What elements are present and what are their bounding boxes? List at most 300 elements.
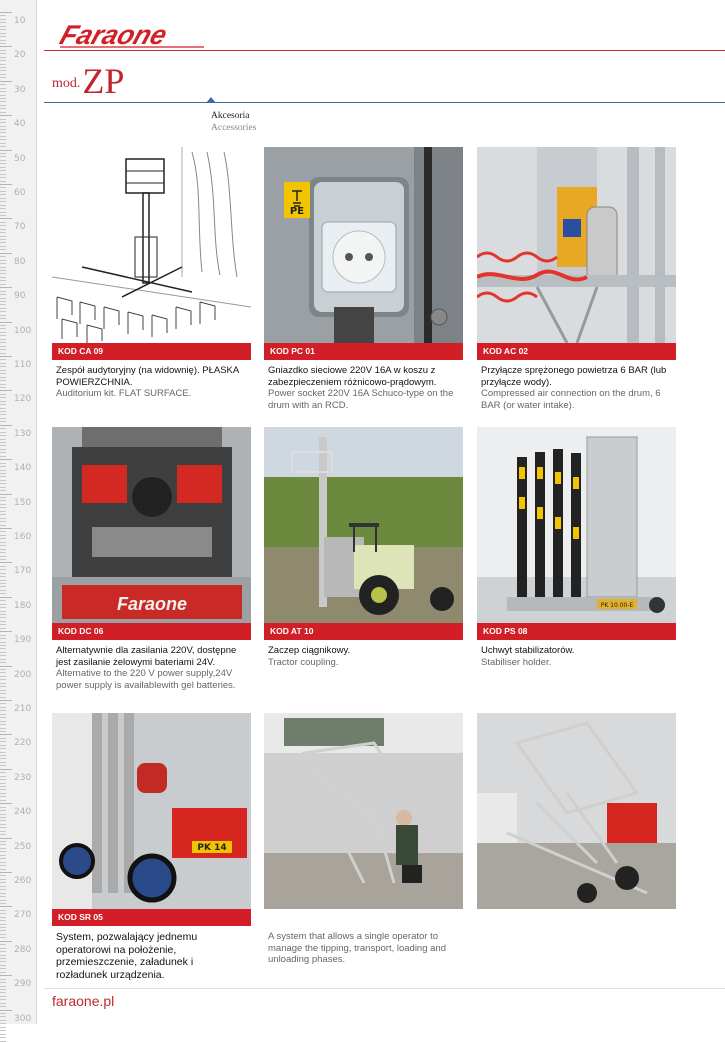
ruler-tick (0, 1027, 6, 1028)
item-desc-en: Power socket 220V 16A Schuco-type on the drum with an RCD. (268, 388, 454, 411)
ruler-tick (0, 545, 6, 546)
ruler-tick (0, 807, 6, 808)
item-desc-en: A system that allows a single operator to manage the tipping, transport, loading and unloading phases. (268, 931, 446, 965)
ruler-tick (0, 903, 6, 904)
ruler-tick (0, 889, 6, 890)
ruler-tick (0, 174, 6, 175)
ruler-tick (0, 631, 12, 632)
ruler-tick (0, 975, 12, 976)
ruler-tick (0, 91, 6, 92)
ruler-tick (0, 593, 6, 594)
compressed-air-photo (477, 147, 676, 343)
ruler-tick (0, 156, 6, 157)
accessory-card-dc06 (52, 427, 251, 691)
ruler-tick (0, 662, 6, 663)
ruler-tick (0, 466, 6, 467)
ruler-tick (0, 535, 6, 536)
ruler-tick (0, 965, 6, 966)
ruler-tick (0, 263, 6, 264)
ruler-tick (0, 875, 6, 876)
ruler-tick (0, 518, 6, 519)
ruler-label: 90 (14, 291, 26, 302)
ruler-tick (0, 95, 6, 96)
ruler-tick (0, 242, 6, 243)
ruler-tick (0, 353, 6, 354)
ruler-tick (0, 676, 6, 677)
ruler-tick (0, 408, 6, 409)
item-code: KOD AC 02 (477, 343, 676, 360)
ruler-tick (0, 46, 12, 47)
ruler-tick (0, 703, 6, 704)
ruler-tick (0, 452, 6, 453)
ruler-tick (0, 910, 6, 911)
section-rule (44, 102, 725, 103)
ruler-tick (0, 318, 6, 319)
ruler-tick (0, 363, 6, 364)
ruler-label: 160 (14, 532, 32, 542)
ruler-tick (0, 707, 6, 708)
ruler-label: 220 (14, 738, 32, 749)
ruler-tick (0, 212, 6, 213)
auditorium-kit-illustration (52, 147, 251, 343)
ruler-tick (0, 494, 12, 495)
ruler-tick (0, 648, 6, 649)
ruler-tick (0, 972, 6, 973)
item-code: KOD PS 08 (477, 623, 676, 640)
ruler-label: 120 (14, 394, 32, 405)
item-code: KOD CA 09 (52, 343, 251, 360)
ruler-tick (0, 98, 6, 99)
website-link[interactable]: faraone.pl (52, 993, 115, 1009)
ruler-tick (0, 163, 6, 164)
item-desc-en-wrap (264, 926, 463, 966)
ruler-tick (0, 504, 6, 505)
stabiliser-holder-photo (477, 427, 676, 623)
ruler-tick (0, 920, 6, 921)
ruler-tick (0, 851, 6, 852)
ruler-tick (0, 187, 6, 188)
ruler-tick (0, 1034, 6, 1035)
ruler-tick (0, 308, 6, 309)
ruler-tick (0, 153, 6, 154)
ruler-tick (0, 473, 6, 474)
ruler-label: 270 (14, 910, 32, 921)
ruler-tick (0, 470, 6, 471)
ruler-tick (0, 394, 6, 395)
ruler-tick (0, 783, 6, 784)
ruler-tick (0, 776, 6, 777)
ruler-tick (0, 930, 6, 931)
ruler-tick (0, 549, 6, 550)
ruler-tick (0, 339, 6, 340)
ruler-label: 280 (14, 944, 32, 955)
ruler-tick (0, 590, 6, 591)
ruler-tick (0, 1020, 6, 1021)
item-code: KOD DC 06 (52, 623, 251, 640)
ruler-label: 230 (14, 772, 32, 783)
ruler-tick (0, 139, 6, 140)
ruler-tick (0, 215, 6, 216)
ruler-tick (0, 834, 6, 835)
ruler-tick (0, 208, 6, 209)
ruler-tick (0, 370, 6, 371)
ruler-tick (0, 724, 6, 725)
item-desc-en: Stabiliser holder. (481, 656, 552, 668)
ruler-tick (0, 937, 6, 938)
ruler-tick (0, 249, 6, 250)
item-code: KOD SR 05 (52, 909, 251, 926)
ruler-tick (0, 525, 6, 526)
ruler-tick (0, 858, 6, 859)
ruler-label: 100 (14, 325, 32, 336)
ruler-label: 170 (14, 566, 32, 577)
ruler-tick (0, 917, 6, 918)
ruler-tick (0, 869, 6, 870)
ruler-tick (0, 260, 6, 261)
ruler-tick (0, 442, 6, 443)
ruler-tick (0, 60, 6, 61)
item-desc-pl-wrap (52, 926, 251, 981)
ruler-tick (0, 205, 6, 206)
ruler-label: 20 (14, 50, 26, 61)
ruler-tick (0, 115, 12, 116)
ruler-tick (0, 741, 6, 742)
ruler-tick (0, 934, 6, 935)
ruler-tick (0, 556, 6, 557)
ruler-tick (0, 573, 6, 574)
single-operator-photo-2 (264, 713, 463, 909)
ruler-tick (0, 672, 6, 673)
ruler-tick (0, 841, 6, 842)
ruler-tick (0, 817, 6, 818)
item-desc-en: Tractor coupling. (268, 656, 339, 668)
ruler-tick (0, 397, 6, 398)
ruler-tick (0, 384, 6, 385)
item-desc-en: Auditorium kit. FLAT SURFACE. (56, 388, 192, 399)
ruler-tick (0, 64, 6, 65)
ruler-tick (0, 745, 6, 746)
ruler-tick (0, 132, 6, 133)
ruler-tick (0, 989, 6, 990)
ruler-tick (0, 1006, 6, 1007)
ruler-label: 10 (14, 16, 26, 26)
ruler-tick (0, 414, 6, 415)
ruler-tick (0, 490, 6, 491)
ruler-tick (0, 401, 6, 402)
ruler-tick (0, 958, 6, 959)
ruler-tick (0, 793, 6, 794)
ruler-tick (0, 377, 6, 378)
ruler-tick (0, 1041, 6, 1042)
ruler-tick (0, 277, 6, 278)
item-desc-pl: Alternatywnie dla zasilania 220V, dostępne jest zasilanie żelowymi bateriami 24V. (56, 645, 237, 668)
ruler-tick (0, 500, 6, 501)
ruler-tick (0, 507, 6, 508)
ruler-tick (0, 521, 6, 522)
ruler-tick (0, 562, 12, 563)
ruler-tick (0, 356, 12, 357)
ruler-tick (0, 999, 6, 1000)
ruler-tick (0, 225, 6, 226)
ruler-tick (0, 150, 12, 151)
ruler-tick (0, 160, 6, 161)
ruler-tick (0, 136, 6, 137)
accessory-card-pc01 (264, 147, 463, 411)
pk-label: PK 14 (197, 843, 227, 853)
ruler-tick (0, 239, 6, 240)
ruler-label: 30 (14, 84, 26, 95)
item-desc-en: Compressed air connection on the drum, 6 BAR (or water intake). (481, 388, 661, 411)
header-rule (44, 50, 725, 51)
ruler-tick (0, 769, 12, 770)
item-desc-pl: Uchwyt stabilizatorów. (481, 645, 575, 656)
ruler-tick (0, 15, 6, 16)
ruler-tick (0, 979, 6, 980)
ruler-tick (0, 126, 6, 127)
ruler-tick (0, 511, 6, 512)
single-operator-photo-3 (477, 713, 676, 909)
ruler-label: 240 (14, 807, 32, 818)
section-title-en: Accessories (211, 123, 257, 133)
accessory-card-ps08 (477, 427, 676, 668)
ruler-tick (0, 366, 6, 367)
ruler-tick (0, 538, 6, 539)
ruler-tick (0, 177, 6, 178)
ruler-tick (0, 425, 12, 426)
ruler-tick (0, 597, 12, 598)
ruler-tick (0, 1013, 6, 1014)
ruler-tick (0, 246, 6, 247)
footer-rule (44, 988, 725, 989)
ruler-tick (0, 514, 6, 515)
ruler-tick (0, 387, 6, 388)
ruler-tick (0, 690, 6, 691)
ruler-tick (0, 617, 6, 618)
ruler-tick (0, 642, 6, 643)
ruler-tick (0, 421, 6, 422)
ruler-tick (0, 992, 6, 993)
ruler-label: 190 (14, 635, 32, 646)
ruler-tick (0, 101, 6, 102)
item-desc-pl: Przyłącze sprężonego powietrza 6 BAR (lub przyłącze wody). (481, 365, 667, 388)
ruler-tick (0, 29, 6, 30)
ruler-tick (0, 380, 6, 381)
ruler-tick (0, 43, 6, 44)
ruler-tick (0, 304, 6, 305)
ruler-label: 40 (14, 119, 26, 130)
ruler-tick (0, 315, 6, 316)
ruler-tick (0, 728, 6, 729)
ruler-tick (0, 941, 12, 942)
ruler-tick (0, 201, 6, 202)
ruler-tick (0, 700, 12, 701)
ruler-label: 140 (14, 463, 32, 474)
ruler-tick (0, 611, 6, 612)
ruler-tick (0, 528, 12, 529)
ruler-tick (0, 273, 6, 274)
accessory-card-sr05 (52, 713, 676, 986)
ruler-tick (0, 105, 6, 106)
ruler-tick (0, 765, 6, 766)
ruler-tick (0, 53, 6, 54)
ruler-tick (0, 12, 12, 13)
single-operator-photo-1 (52, 713, 251, 909)
ruler-tick (0, 621, 6, 622)
ruler-tick (0, 762, 6, 763)
ruler-tick (0, 614, 6, 615)
ruler-tick (0, 1030, 6, 1031)
ruler-tick (0, 882, 6, 883)
item-desc-pl: System, pozwalający jednemu operatorowi na położenie, przemieszczenie, załadunek i rozładunek urządzenia. (56, 931, 198, 981)
ruler-tick (0, 67, 6, 68)
accessory-card-ac02 (477, 147, 676, 411)
ruler-tick (0, 184, 12, 185)
ruler-tick (0, 552, 6, 553)
ruler-tick (0, 229, 6, 230)
ruler-label: 60 (14, 188, 26, 198)
page-ruler (0, 0, 37, 1024)
ruler-tick (0, 74, 6, 75)
ruler-tick (0, 913, 6, 914)
ruler-tick (0, 786, 6, 787)
ruler-label: 80 (14, 256, 26, 267)
ruler-tick (0, 666, 12, 667)
serial-label: PK 10.00-E (600, 602, 634, 609)
ruler-tick (0, 831, 6, 832)
ruler-tick (0, 463, 6, 464)
ruler-label: 260 (14, 876, 32, 886)
model-prefix: mod. (52, 76, 81, 91)
ruler-tick (0, 1037, 6, 1038)
ruler-tick (0, 301, 6, 302)
ruler-tick (0, 862, 6, 863)
ruler-tick (0, 810, 6, 811)
ruler-tick (0, 927, 6, 928)
ruler-tick (0, 373, 6, 374)
accessory-card-at10 (264, 427, 463, 668)
ruler-tick (0, 755, 6, 756)
ruler-label: 200 (14, 669, 32, 680)
ruler-tick (0, 143, 6, 144)
faraone-logo (54, 20, 214, 50)
ruler-tick (0, 693, 6, 694)
ruler-tick (0, 968, 6, 969)
ruler-tick (0, 19, 6, 20)
ruler-tick (0, 896, 6, 897)
ruler-tick (0, 432, 6, 433)
ruler-tick (0, 349, 6, 350)
ruler-tick (0, 748, 6, 749)
ruler-tick (0, 22, 6, 23)
ruler-tick (0, 33, 6, 34)
ruler-tick (0, 542, 6, 543)
ruler-label: 150 (14, 497, 32, 508)
ruler-tick (0, 576, 6, 577)
tractor-coupling-photo (264, 427, 463, 623)
ruler-tick (0, 583, 6, 584)
machine-brand-label: Faraone (116, 594, 188, 614)
ruler-tick (0, 559, 6, 560)
ruler-tick (0, 287, 12, 288)
ruler-tick (0, 600, 6, 601)
ruler-tick (0, 772, 6, 773)
ruler-tick (0, 439, 6, 440)
ruler-tick (0, 445, 6, 446)
ruler-tick (0, 108, 6, 109)
ruler-tick (0, 624, 6, 625)
ruler-tick (0, 638, 6, 639)
section-marker (206, 97, 216, 103)
ruler-tick (0, 683, 6, 684)
ruler-tick (0, 170, 6, 171)
ruler-tick (0, 335, 6, 336)
ruler-tick (0, 40, 6, 41)
ruler-tick (0, 814, 6, 815)
ruler-tick (0, 697, 6, 698)
ruler-label: 50 (14, 153, 26, 164)
pe-label: PE (289, 206, 305, 217)
ruler-tick (0, 944, 6, 945)
ruler-tick (0, 81, 12, 82)
ruler-tick (0, 607, 6, 608)
item-desc-pl: Zespół audytoryjny (na widownię). PŁASKA POWIERZCHNIA. (56, 365, 239, 388)
ruler-tick (0, 84, 6, 85)
ruler-tick (0, 734, 12, 735)
ruler-tick (0, 359, 6, 360)
ruler-tick (0, 50, 6, 51)
ruler-tick (0, 36, 6, 37)
ruler-label: 290 (14, 979, 32, 990)
ruler-tick (0, 270, 6, 271)
ruler-tick (0, 1016, 6, 1017)
ruler-tick (0, 566, 6, 567)
ruler-tick (0, 428, 6, 429)
ruler-tick (0, 418, 6, 419)
ruler-tick (0, 758, 6, 759)
ruler-tick (0, 796, 6, 797)
ruler-tick (0, 738, 6, 739)
ruler-tick (0, 129, 6, 130)
ruler-tick (0, 655, 6, 656)
ruler-label: 130 (14, 428, 32, 439)
ruler-tick (0, 449, 6, 450)
ruler-tick (0, 291, 6, 292)
ruler-tick (0, 924, 6, 925)
ruler-tick (0, 167, 6, 168)
ruler-tick (0, 569, 6, 570)
ruler-tick (0, 232, 6, 233)
ruler-tick (0, 779, 6, 780)
ruler-tick (0, 332, 6, 333)
power-socket-photo (264, 147, 463, 343)
ruler-tick (0, 328, 6, 329)
item-desc-en: Alternative to the 220 V power supply,24V power supply is availablewith gel batteries. (56, 668, 236, 691)
ruler-tick (0, 483, 6, 484)
ruler-tick (0, 948, 6, 949)
ruler-tick (0, 893, 6, 894)
ruler-tick (0, 222, 6, 223)
logo-wordmark: Faraone (56, 20, 172, 50)
ruler-tick (0, 800, 6, 801)
ruler-tick (0, 906, 12, 907)
ruler-tick (0, 26, 6, 27)
ruler-tick (0, 411, 6, 412)
ruler-tick (0, 298, 6, 299)
ruler-tick (0, 480, 6, 481)
ruler-tick (0, 848, 6, 849)
ruler-tick (0, 342, 6, 343)
ruler-tick (0, 194, 6, 195)
